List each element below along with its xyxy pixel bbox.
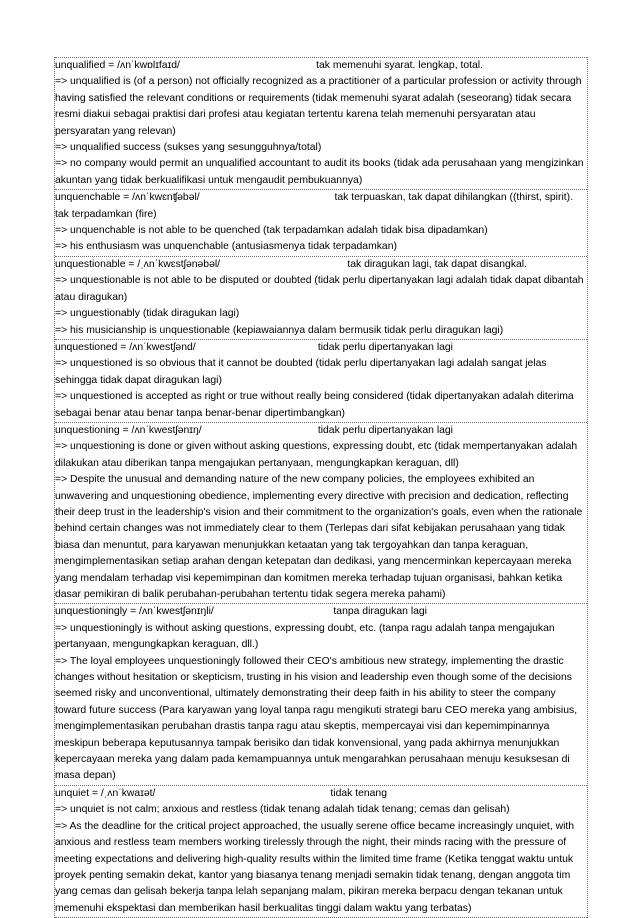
definition-line: => unquestioning is done or given without asking questions, expressing doubt, etc (tidak mempertanyakan adalah dilakukan atau diberikan tanpa mengajukan pertanyaan, mengungkapkan keraguan, dll) <box>55 441 578 469</box>
meaning: tak terpuaskan, tak dapat dihilangkan ((thirst, spirit). <box>334 192 573 204</box>
headword: unquestioningly = /ʌnˈkwestʃənɪŋli/ <box>55 606 214 618</box>
meaning: tak diragukan lagi, tak dapat disangkal. <box>347 258 527 270</box>
definition-line: => unqualified success (sukses yang sesungguhnya/total) <box>55 142 322 154</box>
definition-line: => Despite the unusual and demanding nature of the new company policies, the employees exhibited an unwavering and unquestioning obedience, implementing every directive with precision and dedication, reflecting their deep trust in the leadership's vision and their commitment to the organization's goals, even when the rationale behind certain changes was not immediately clear to them (Terlepas dari sifat kebijakan perusahaan yang tidak biasa dan menuntut, para karyawan menunjukkan ketaatan yang tak tergoyahkan dan tanpa keraguan, mengimplementasikan setiap arahan dengan ketepatan dan dedikasi, yang mencerminkan kepercayaan mereka yang mendalam terhadap visi kepemimpinan dan komitmen mereka terhadap tujuan organisasi, bahkan ketika dasar pemikiran di balik perubahan-perubahan tertentu tidak segera mereka pahami) <box>55 474 583 600</box>
definition-line: => unquestioned is so obvious that it cannot be doubted (tidak perlu dipertanyakan lagi adalah sangat jelas sehingga tidak dapat diragukan lagi) <box>55 358 547 386</box>
meaning: tanpa diragukan lagi <box>333 606 427 618</box>
entry-header <box>55 340 587 356</box>
definition-line: => unquenchable is not able to be quenched (tak terpadamkan adalah tidak bisa dipadamkan) <box>55 225 488 237</box>
definition-line: => his enthusiasm was unquenchable (antusiasmenya tidak terpadamkan) <box>55 241 397 253</box>
meaning: tidak perlu dipertanyakan lagi <box>317 424 453 436</box>
headword: unquestioned = /ʌnˈkwestʃənd/ <box>55 341 196 353</box>
headword: unquiet = /ˌʌnˈkwaɪət/ <box>55 787 156 799</box>
meaning: tak memenuhi syarat. lengkap, total. <box>316 60 483 71</box>
entry-unquestioning <box>55 423 587 604</box>
entry-header <box>55 58 587 74</box>
entry-unquenchable <box>55 190 587 257</box>
definition-line: => The loyal employees unquestioningly followed their CEO's ambitious new strategy, implementing the drastic changes without hesitation or skepticism, trusting in his vision and leadership even though some of the decisions seemed risky and unconventional, ultimately demonstrating their deep faith in his ability to steer the company toward future success (Para karyawan yang loyal tanpa ragu mengikuti strategi baru CEO mereka yang ambisius, mengimplementasikan perubahan drastis tanpa ragu atau skeptis, mempercayai visi dan kepemimpinannya meskipun beberapa keputusannya tampak berisiko dan tidak konvensional, yang pada akhirnya menunjukkan kepercayaan mereka yang dalam pada kemampuannya untuk mengarahkan perusahaan menuju kesuksesan di masa depan) <box>55 655 578 782</box>
definition-line: tak terpadamkan (fire) <box>55 208 157 220</box>
entry-unqualified <box>55 57 587 190</box>
definition-line: => no company would permit an unqualified accountant to audit its books (tidak ada perusahaan yang mengizinkan akuntan yang tidak berkualifikasi untuk mengaudit pembukuannya) <box>55 158 584 186</box>
headword: unquestionable = /ˌʌnˈkwɛstʃənəbəl/ <box>55 258 221 270</box>
definition-line: => As the deadline for the critical project approached, the usually serene office became increasingly unquiet, with anxious and restless team members working tirelessly through the night, their minds racing with the pressure of meeting expectations and delivering high-quality results within the limited time frame (Ketika tenggat waktu untuk proyek penting semakin dekat, kantor yang biasanya tenang menjadi semakin tidak tenang, dengan anggota tim yang cemas dan gelisah bekerja tanpa lelah sepanjang malam, pikiran mereka berpacu dengan tekanan untuk memenuhi ekspektasi dan memberikan hasil berkualitas tinggi dalam waktu yang terbatas) <box>55 820 575 914</box>
dictionary-page <box>54 57 588 918</box>
entry-header <box>55 786 587 802</box>
entry-unquestioningly <box>55 604 587 785</box>
entry-unquestionable <box>55 257 587 340</box>
headword: unquenchable = /ʌnˈkwɛnʧəbəl/ <box>55 192 200 204</box>
entry-header <box>55 257 587 273</box>
entry-unquiet <box>55 786 587 918</box>
meaning: tidak tenang <box>330 787 387 799</box>
definition-line: => his musicianship is unquestionable (kepiawaiannya dalam bermusik tidak perlu diragukan lagi) <box>55 324 504 336</box>
definition-line: => unguestionably (tidak diragukan lagi) <box>55 308 240 320</box>
entry-header <box>55 423 587 439</box>
definition-line: => unquestioningly is without asking questions, expressing doubt, etc. (tanpa ragu adalah tanpa mengajukan pertanyaan, mengungkapkan keraguan, dll.) <box>55 622 555 651</box>
meaning: tidak perlu dipertanyakan lagi <box>317 341 453 353</box>
definition-line: => unquestionable is not able to be disputed or doubted (tidak perlu dipertanyakan lagi adalah tidak dapat dibantah atau diragukan) <box>55 275 584 303</box>
definition-line: => unquiet is not calm; anxious and restless (tidak tenang adalah tidak tenang; cemas dan gelisah) <box>55 804 510 816</box>
headword: unqualified = /ʌnˈkwɒlɪfaɪd/ <box>55 60 180 71</box>
entry-unquestioned <box>55 340 587 423</box>
entry-header <box>55 190 587 206</box>
headword: unquestioning = /ʌnˈkwestʃənɪŋ/ <box>55 424 202 436</box>
definition-line: => unquestioned is accepted as right or true without really being considered (tidak dipertanyakan adalah diterima sebagai benar atau benar tanpa benar-benar dipertimbangkan) <box>55 391 574 419</box>
entry-header <box>55 604 587 620</box>
definition-line: => unqualified is (of a person) not officially recognized as a practitioner of a particular profession or activity through having satisfied the relevant conditions or requirements (tidak memenuhi syarat adalah (seseorang) tidak secara resmi diakui sebagai praktisi dari profesi atau kegiatan tertentu karena telah memenuhi persyaratan atau persyaratan yang relevan) <box>55 76 582 137</box>
